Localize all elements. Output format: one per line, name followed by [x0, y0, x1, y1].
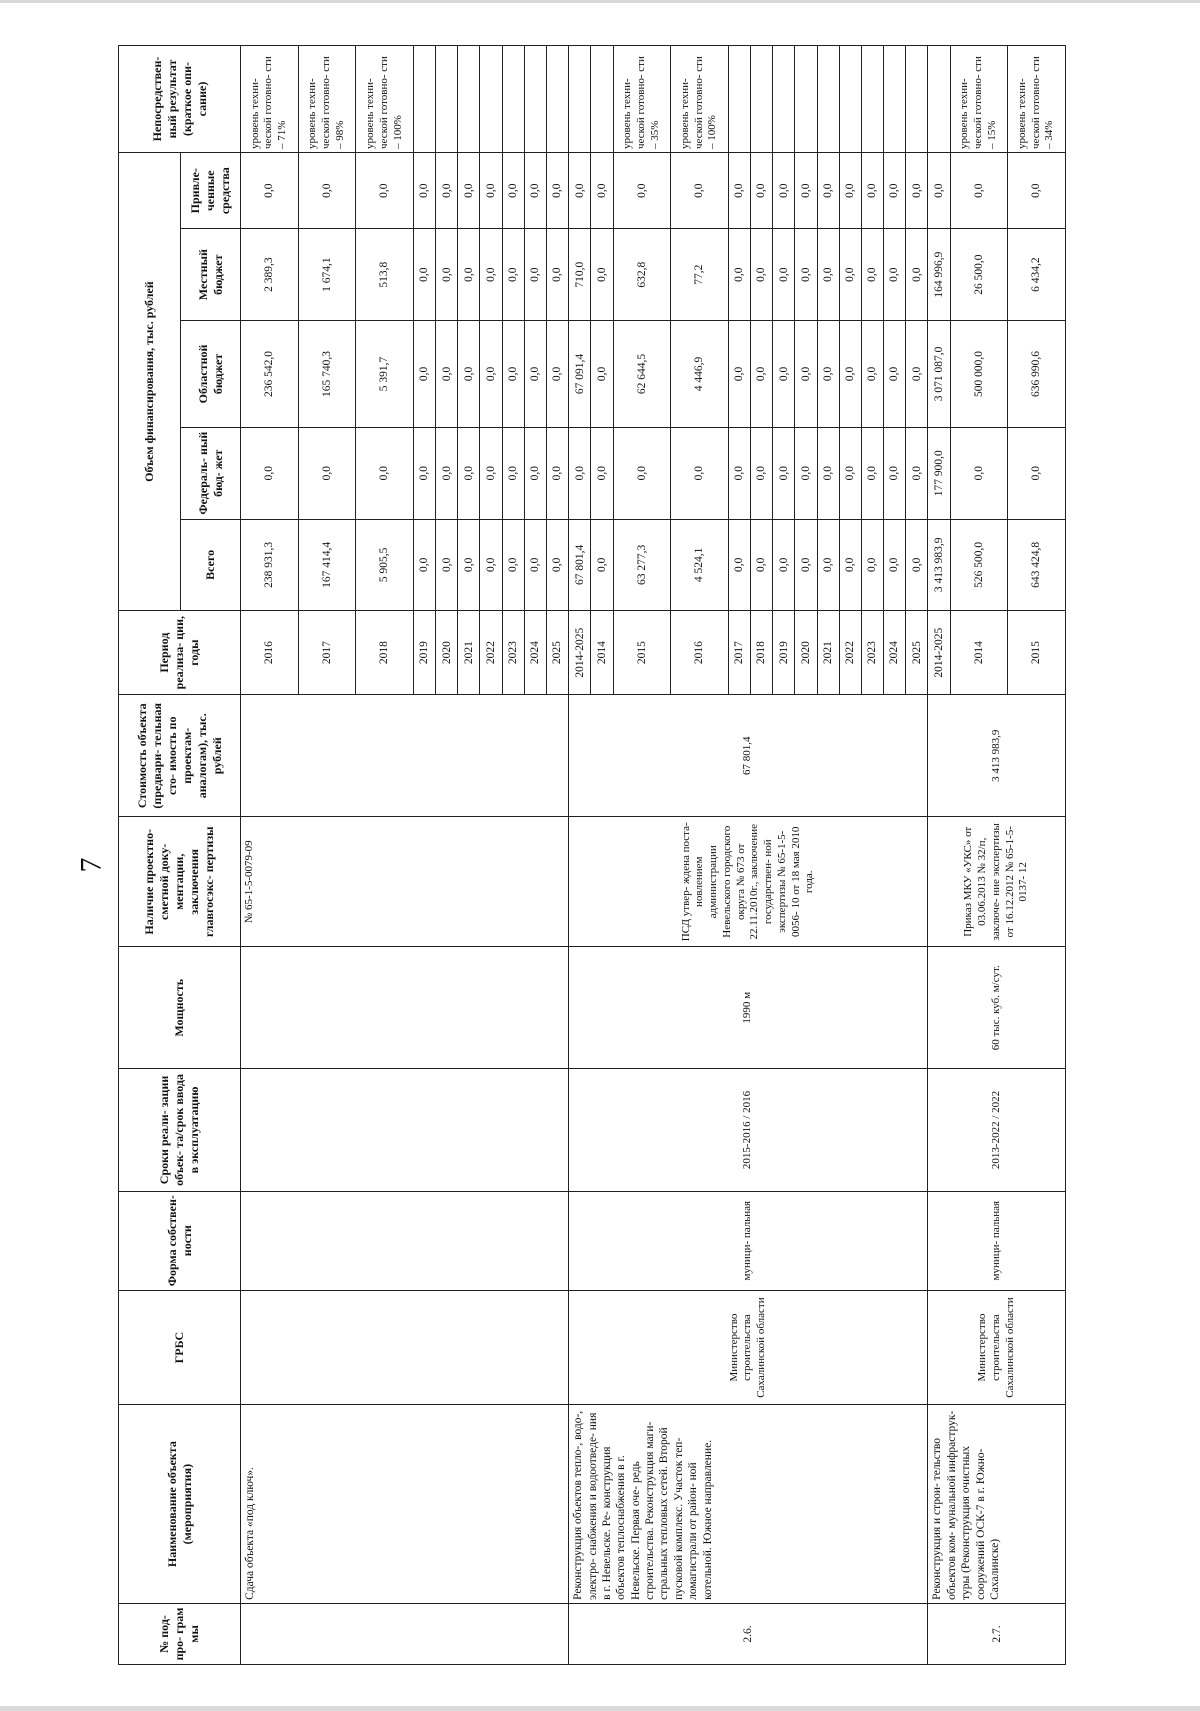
local-cell: 632,8	[613, 229, 671, 321]
header-capacity: Мощность	[119, 947, 241, 1069]
period-cell: 2025	[547, 611, 569, 695]
terms-cell	[241, 1069, 569, 1191]
local-cell: 0,0	[751, 229, 773, 321]
result-cell	[524, 46, 546, 153]
total-cell: 0,0	[884, 519, 906, 611]
result-cell	[728, 46, 750, 153]
local-cell: 0,0	[884, 229, 906, 321]
local-cell: 77,2	[671, 229, 729, 321]
header-num: № под- про- грам мы	[119, 1603, 241, 1664]
header-cost: Стоимость объекта (предвари- тельная сто- имость по проектам- аналогам), тыс. рублей	[119, 695, 241, 817]
capacity-cell	[241, 947, 569, 1069]
attracted-cell: 0,0	[241, 152, 299, 228]
total-cell: 0,0	[480, 519, 502, 611]
result-cell	[773, 46, 795, 153]
result-cell: уровень техни- ческой готовно- сти – 15%	[950, 46, 1008, 153]
object-name-cell: Реконструкция объектов тепло-, водо-, электро- снабжения и водоотведе- ния в г. Невельске. Ре- конструкция объектов теплоснабжения в г. Невельске. Первая оче- редь строительства. Реконструкция маги- стральных тепловых сетей. Второй пусковой комплекс. Участок теп- ломагистрали от район- ной котельной. Южное направление.	[569, 1405, 928, 1604]
federal-cell: 0,0	[728, 427, 750, 519]
period-cell: 2022	[480, 611, 502, 695]
result-cell	[861, 46, 883, 153]
total-cell: 0,0	[773, 519, 795, 611]
grbs-cell	[241, 1290, 569, 1405]
header-total: Всего	[181, 519, 241, 611]
result-cell: уровень техни- ческой готовно- сти – 71%	[241, 46, 299, 153]
regional-cell: 4 446,9	[671, 320, 729, 427]
federal-cell: 0,0	[241, 427, 299, 519]
total-cell: 0,0	[547, 519, 569, 611]
attracted-cell: 0,0	[547, 152, 569, 228]
period-cell: 2015	[613, 611, 671, 695]
attracted-cell: 0,0	[613, 152, 671, 228]
federal-cell: 0,0	[906, 427, 928, 519]
total-cell: 4 524,1	[671, 519, 729, 611]
result-cell	[591, 46, 613, 153]
attracted-cell: 0,0	[728, 152, 750, 228]
regional-cell: 0,0	[728, 320, 750, 427]
result-cell: уровень техни- ческой готовно- сти – 100%	[671, 46, 729, 153]
federal-cell: 0,0	[591, 427, 613, 519]
regional-cell: 0,0	[839, 320, 861, 427]
federal-cell: 0,0	[884, 427, 906, 519]
local-cell: 710,0	[569, 229, 591, 321]
header-period: Период реализа- ции, годы	[119, 611, 241, 695]
result-cell	[751, 46, 773, 153]
result-cell: уровень техни- ческой готовно- сти – 34%	[1008, 46, 1066, 153]
federal-cell: 0,0	[817, 427, 839, 519]
total-cell: 0,0	[861, 519, 883, 611]
row-number-cell	[241, 1603, 569, 1664]
grbs-cell: Министерство строительства Сахалинской области	[569, 1290, 928, 1405]
row-number-cell: 2.7.	[928, 1603, 1066, 1664]
period-cell: 2020	[795, 611, 817, 695]
result-cell	[569, 46, 591, 153]
header-funding-group: Объем финансирования, тыс. рублей	[119, 152, 181, 610]
result-cell	[436, 46, 458, 153]
period-cell: 2025	[906, 611, 928, 695]
cost-cell	[241, 695, 569, 817]
total-cell: 0,0	[524, 519, 546, 611]
total-cell: 0,0	[906, 519, 928, 611]
federal-cell: 0,0	[413, 427, 435, 519]
federal-cell: 0,0	[547, 427, 569, 519]
federal-cell: 0,0	[356, 427, 414, 519]
local-cell: 0,0	[839, 229, 861, 321]
result-cell	[502, 46, 524, 153]
terms-cell: 2013-2022 / 2022	[928, 1069, 1066, 1191]
attracted-cell: 0,0	[524, 152, 546, 228]
regional-cell: 0,0	[524, 320, 546, 427]
regional-cell: 0,0	[795, 320, 817, 427]
result-cell	[795, 46, 817, 153]
regional-cell: 67 091,4	[569, 320, 591, 427]
header-grbs: ГРБС	[119, 1290, 241, 1405]
object-name-cell: Реконструкция и строи- тельство объектов ком- мунальной инфраструк- туры (Реконструкция очистных сооружений ОСК-7 в г. Южно- Сахалинске)	[928, 1405, 1066, 1604]
result-cell	[413, 46, 435, 153]
attracted-cell: 0,0	[591, 152, 613, 228]
result-cell: уровень техни- ческой готовно- сти – 100%	[356, 46, 414, 153]
local-cell: 0,0	[591, 229, 613, 321]
period-cell: 2024	[524, 611, 546, 695]
federal-cell: 0,0	[839, 427, 861, 519]
period-cell: 2017	[728, 611, 750, 695]
attracted-cell: 0,0	[884, 152, 906, 228]
period-cell: 2018	[356, 611, 414, 695]
psd-cell: ПСД утвер- ждена поста- новлением администрации Невельского городского округа № 673 от 22.11.2010г., заключение государствен- ной экспертизы № 65-1-5-0056- 10 от 18 мая 2010 года.	[569, 817, 928, 947]
local-cell: 0,0	[413, 229, 435, 321]
total-cell: 0,0	[817, 519, 839, 611]
regional-cell: 0,0	[861, 320, 883, 427]
total-cell: 643 424,8	[1008, 519, 1066, 611]
total-cell: 0,0	[751, 519, 773, 611]
regional-cell: 636 990,6	[1008, 320, 1066, 427]
header-row-1	[119, 46, 181, 1665]
ownership-cell: муници- пальная	[928, 1191, 1066, 1290]
period-cell: 2014-2025	[928, 611, 950, 695]
result-cell	[458, 46, 480, 153]
attracted-cell: 0,0	[502, 152, 524, 228]
local-cell: 0,0	[480, 229, 502, 321]
period-cell: 2016	[671, 611, 729, 695]
local-cell: 1 674,1	[298, 229, 356, 321]
period-cell: 2016	[241, 611, 299, 695]
attracted-cell: 0,0	[356, 152, 414, 228]
header-name: Наименование объекта (мероприятия)	[119, 1405, 241, 1604]
local-cell: 0,0	[861, 229, 883, 321]
period-cell: 2023	[861, 611, 883, 695]
regional-cell: 62 644,5	[613, 320, 671, 427]
federal-cell: 0,0	[795, 427, 817, 519]
scan-top-edge	[0, 0, 1200, 3]
federal-cell: 0,0	[502, 427, 524, 519]
total-cell: 0,0	[436, 519, 458, 611]
period-cell: 2020	[436, 611, 458, 695]
rotated-table-container	[118, 45, 1066, 1665]
local-cell: 0,0	[436, 229, 458, 321]
federal-cell: 0,0	[524, 427, 546, 519]
regional-cell: 0,0	[502, 320, 524, 427]
period-cell: 2014	[950, 611, 1008, 695]
attracted-cell: 0,0	[480, 152, 502, 228]
row-number-cell: 2.6.	[569, 1603, 928, 1664]
local-cell: 0,0	[795, 229, 817, 321]
total-cell: 0,0	[413, 519, 435, 611]
regional-cell: 500 000,0	[950, 320, 1008, 427]
total-cell: 0,0	[839, 519, 861, 611]
ownership-cell	[241, 1191, 569, 1290]
result-cell: уровень техни- ческой готовно- сти – 98%	[298, 46, 356, 153]
cost-cell: 67 801,4	[569, 695, 928, 817]
local-cell: 0,0	[524, 229, 546, 321]
federal-cell: 0,0	[773, 427, 795, 519]
local-cell: 513,8	[356, 229, 414, 321]
local-cell: 6 434,2	[1008, 229, 1066, 321]
header-ownership: Форма собствен- ности	[119, 1191, 241, 1290]
federal-cell: 0,0	[298, 427, 356, 519]
header-local: Местный бюджет	[181, 229, 241, 321]
header-attracted: Привле- ченные средства	[181, 152, 241, 228]
header-federal: Федераль- ный бюд- жет	[181, 427, 241, 519]
local-cell: 0,0	[502, 229, 524, 321]
header-psd: Наличие проектно- сметной доку- ментации, заключения главгосэкс- пертизы	[119, 817, 241, 947]
regional-cell: 0,0	[436, 320, 458, 427]
result-cell	[817, 46, 839, 153]
regional-cell: 0,0	[547, 320, 569, 427]
federal-cell: 0,0	[613, 427, 671, 519]
result-cell	[480, 46, 502, 153]
attracted-cell: 0,0	[839, 152, 861, 228]
regional-cell: 3 071 087,0	[928, 320, 950, 427]
ownership-cell: муници- пальная	[569, 1191, 928, 1290]
attracted-cell: 0,0	[458, 152, 480, 228]
attracted-cell: 0,0	[795, 152, 817, 228]
period-cell: 2018	[751, 611, 773, 695]
regional-cell: 0,0	[591, 320, 613, 427]
grbs-cell: Министерство строительства Сахалинской области	[928, 1290, 1066, 1405]
period-cell: 2024	[884, 611, 906, 695]
attracted-cell: 0,0	[861, 152, 883, 228]
regional-cell: 236 542,0	[241, 320, 299, 427]
attracted-cell: 0,0	[671, 152, 729, 228]
period-cell: 2022	[839, 611, 861, 695]
federal-cell: 177 900,0	[928, 427, 950, 519]
total-cell: 67 801,4	[569, 519, 591, 611]
attracted-cell: 0,0	[751, 152, 773, 228]
regional-cell: 0,0	[817, 320, 839, 427]
header-result: Непосредствен- ный результат (краткое опи- сание)	[119, 46, 241, 153]
federal-cell: 0,0	[1008, 427, 1066, 519]
capacity-cell: 60 тыс. куб. м/сут.	[928, 947, 1066, 1069]
scan-bottom-edge	[0, 1706, 1200, 1711]
local-cell: 0,0	[817, 229, 839, 321]
local-cell: 2 389,3	[241, 229, 299, 321]
local-cell: 0,0	[547, 229, 569, 321]
header-terms: Сроки реали- зации объек- та/срок ввода в эксплуатацию	[119, 1069, 241, 1191]
federal-cell: 0,0	[861, 427, 883, 519]
regional-cell: 0,0	[773, 320, 795, 427]
total-cell: 0,0	[591, 519, 613, 611]
total-cell: 5 905,5	[356, 519, 414, 611]
terms-cell: 2015-2016 / 2016	[569, 1069, 928, 1191]
total-cell: 167 414,4	[298, 519, 356, 611]
regional-cell: 0,0	[906, 320, 928, 427]
funding-table	[118, 45, 1066, 1665]
capacity-cell: 1990 м	[569, 947, 928, 1069]
period-cell: 2017	[298, 611, 356, 695]
psd-cell: № 65-1-5-0079-09	[241, 817, 569, 947]
page-number: 7	[74, 857, 108, 873]
result-cell	[839, 46, 861, 153]
regional-cell: 0,0	[884, 320, 906, 427]
attracted-cell: 0,0	[1008, 152, 1066, 228]
federal-cell: 0,0	[458, 427, 480, 519]
local-cell: 0,0	[773, 229, 795, 321]
attracted-cell: 0,0	[928, 152, 950, 228]
attracted-cell: 0,0	[950, 152, 1008, 228]
result-cell: уровень техни- ческой готовно- сти – 35%	[613, 46, 671, 153]
attracted-cell: 0,0	[298, 152, 356, 228]
result-cell	[884, 46, 906, 153]
total-cell: 526 500,0	[950, 519, 1008, 611]
federal-cell: 0,0	[950, 427, 1008, 519]
local-cell: 164 996,9	[928, 229, 950, 321]
result-cell	[906, 46, 928, 153]
period-cell: 2014	[591, 611, 613, 695]
total-cell: 0,0	[795, 519, 817, 611]
regional-cell: 165 740,3	[298, 320, 356, 427]
local-cell: 0,0	[458, 229, 480, 321]
regional-cell: 0,0	[751, 320, 773, 427]
local-cell: 26 500,0	[950, 229, 1008, 321]
attracted-cell: 0,0	[569, 152, 591, 228]
regional-cell: 0,0	[458, 320, 480, 427]
period-cell: 2021	[458, 611, 480, 695]
cost-cell: 3 413 983,9	[928, 695, 1066, 817]
period-cell: 2019	[413, 611, 435, 695]
attracted-cell: 0,0	[413, 152, 435, 228]
table-row	[928, 46, 950, 1665]
psd-cell: Приказ МКУ «УКС» от 03.06.2013 № 32/п, заключе- ние экспертизы от 16.12.2012 № 65-1-5-0137- 12	[928, 817, 1066, 947]
total-cell: 0,0	[728, 519, 750, 611]
federal-cell: 0,0	[751, 427, 773, 519]
object-name-cell: Сдача объекта «под ключ».	[241, 1405, 569, 1604]
attracted-cell: 0,0	[817, 152, 839, 228]
period-cell: 2021	[817, 611, 839, 695]
total-cell: 63 277,3	[613, 519, 671, 611]
period-cell: 2014-2025	[569, 611, 591, 695]
regional-cell: 5 391,7	[356, 320, 414, 427]
total-cell: 238 931,3	[241, 519, 299, 611]
federal-cell: 0,0	[436, 427, 458, 519]
attracted-cell: 0,0	[906, 152, 928, 228]
total-cell: 3 413 983,9	[928, 519, 950, 611]
period-cell: 2015	[1008, 611, 1066, 695]
table-row	[569, 46, 591, 1665]
result-cell	[928, 46, 950, 153]
period-cell: 2023	[502, 611, 524, 695]
table-body	[241, 46, 1066, 1665]
attracted-cell: 0,0	[436, 152, 458, 228]
local-cell: 0,0	[906, 229, 928, 321]
result-cell	[547, 46, 569, 153]
federal-cell: 0,0	[671, 427, 729, 519]
regional-cell: 0,0	[413, 320, 435, 427]
period-cell: 2019	[773, 611, 795, 695]
federal-cell: 0,0	[569, 427, 591, 519]
total-cell: 0,0	[502, 519, 524, 611]
header-regional: Областной бюджет	[181, 320, 241, 427]
total-cell: 0,0	[458, 519, 480, 611]
table-row	[241, 46, 299, 1665]
attracted-cell: 0,0	[773, 152, 795, 228]
federal-cell: 0,0	[480, 427, 502, 519]
local-cell: 0,0	[728, 229, 750, 321]
regional-cell: 0,0	[480, 320, 502, 427]
